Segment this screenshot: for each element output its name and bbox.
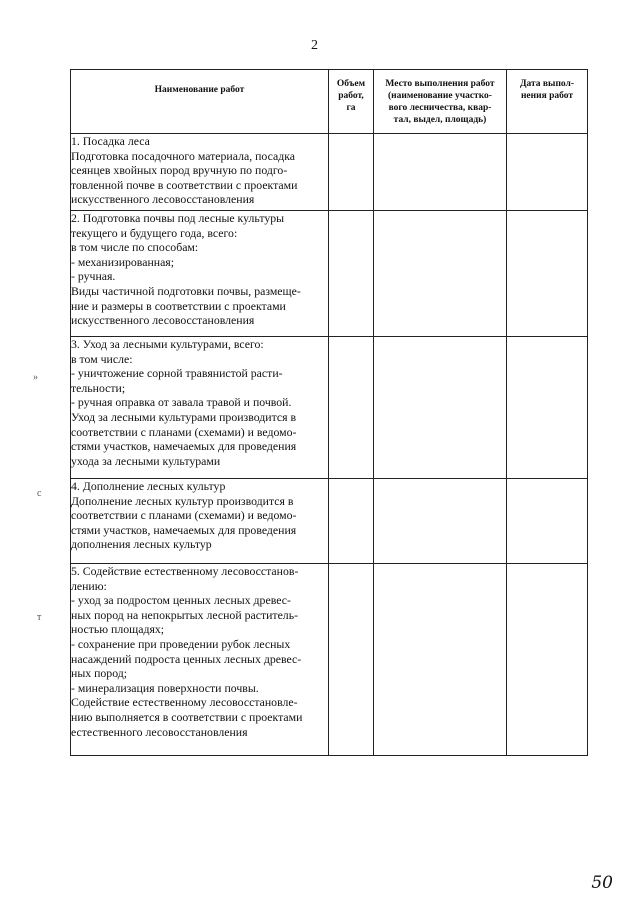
date-cell: [507, 564, 588, 756]
volume-cell: [329, 479, 374, 564]
works-table: [70, 69, 588, 756]
table-row: [71, 337, 588, 479]
header-location: Место выполнения работ (наименование участко- вого лесничества, квар- тал, выдел, площадь): [374, 70, 507, 134]
volume-cell: [329, 134, 374, 211]
table-header-row: [71, 70, 588, 134]
table-row: [71, 134, 588, 211]
volume-cell: [329, 337, 374, 479]
header-work-name: Наименование работ: [71, 70, 329, 134]
header-volume: Объем работ, га: [329, 70, 374, 134]
date-cell: [507, 211, 588, 337]
date-cell: [507, 134, 588, 211]
work-description: 1. Посадка леса Подготовка посадочного материала, посадка сеянцев хвойных пород вручную по подго- товленной почве в соответствии с проектами искусственного лесовосстановления: [71, 134, 329, 211]
margin-mark: с: [37, 488, 42, 499]
page-number: 2: [311, 38, 318, 53]
header-date: Дата выпол- нения работ: [507, 70, 588, 134]
work-description: 4. Дополнение лесных культур Дополнение лесных культур производится в соответствии с планами (схемами) и ведомо- стями участков, намечаемых для проведения дополнения лесных культур: [71, 479, 329, 564]
handwritten-page-mark: 50: [591, 873, 613, 893]
location-cell: [374, 479, 507, 564]
table-row: [71, 479, 588, 564]
volume-cell: [329, 564, 374, 756]
table-row: [71, 564, 588, 756]
margin-mark: т: [37, 612, 42, 623]
location-cell: [374, 564, 507, 756]
work-description: 2. Подготовка почвы под лесные культуры текущего и будущего года, всего: в том числе по способам: - механизированная; - ручная. Виды частичной подготовки почвы, размеще- ние и размеры в соответствии с проектами искусственного лесовосстановления: [71, 211, 329, 337]
work-description: 3. Уход за лесными культурами, всего: в том числе: - уничтожение сорной травянистой расти- тельности; - ручная оправка от завала травой и почвой. Уход за лесными культурами производится в соответствии с планами (схемами) и ведомо- стями участков, намечаемых для проведения ухода за лесными культурами: [71, 337, 329, 479]
date-cell: [507, 337, 588, 479]
margin-mark: »: [33, 372, 38, 383]
location-cell: [374, 337, 507, 479]
volume-cell: [329, 211, 374, 337]
work-description: 5. Содействие естественному лесовосстанов- лению: - уход за подростом ценных лесных древес- ных пород на непокрытых лесной раститель- ностью площадях; - сохранение при проведении рубок лесных насаждений подроста ценных лесных древес- ных пород; - минерализация поверхности почвы. Содействие естественному лесовосстановле- нию выполняется в соответствии с проектами естественного лесовосстановления: [71, 564, 329, 756]
location-cell: [374, 211, 507, 337]
location-cell: [374, 134, 507, 211]
table-row: [71, 211, 588, 337]
date-cell: [507, 479, 588, 564]
